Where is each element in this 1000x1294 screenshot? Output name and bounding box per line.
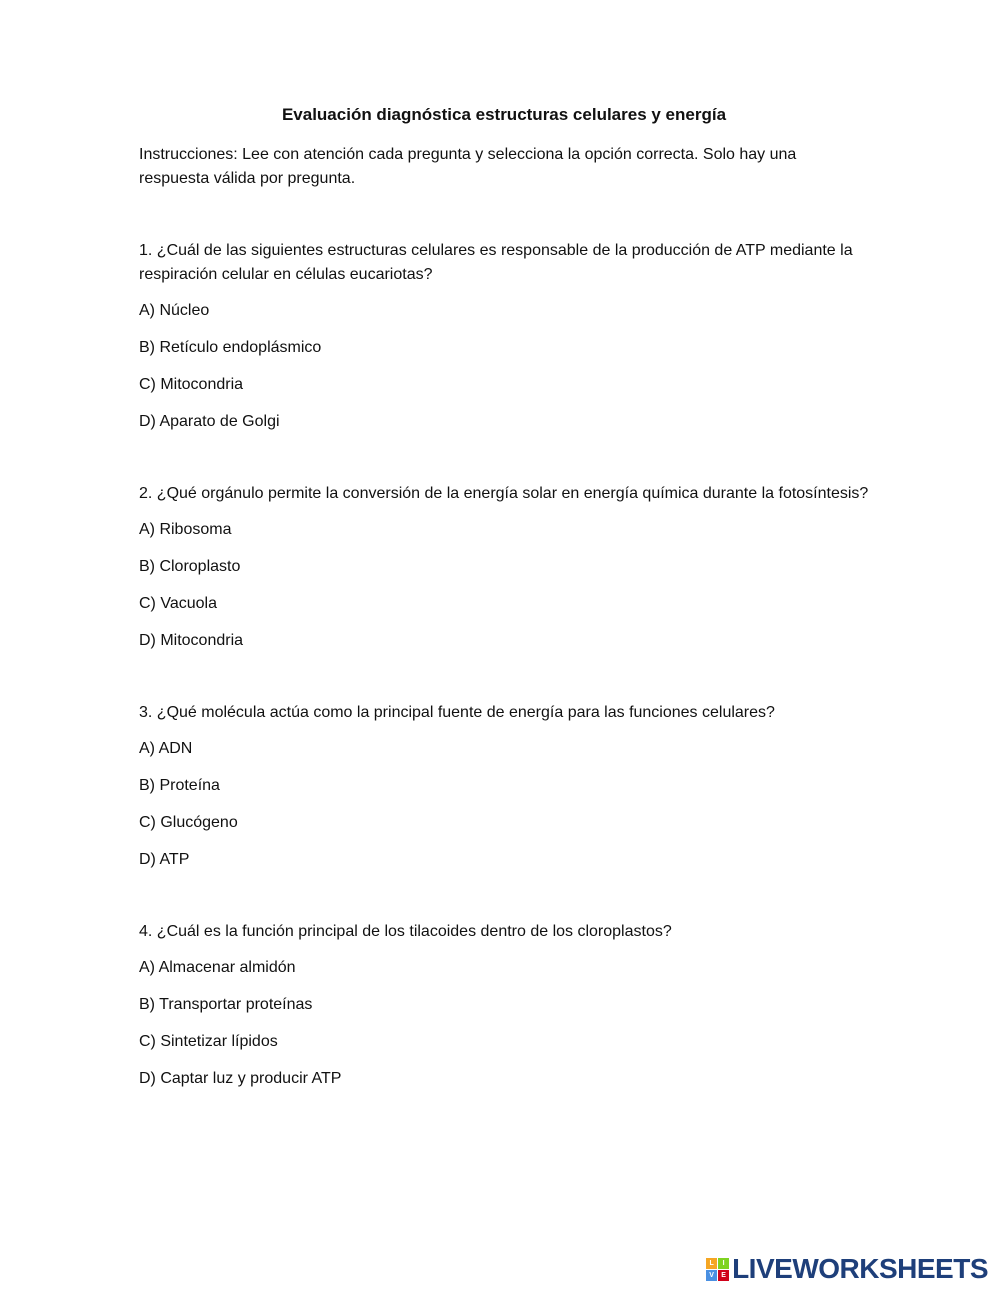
option-c[interactable]: C) Mitocondria	[139, 376, 244, 393]
question-4	[139, 920, 869, 1091]
option-c[interactable]: C) Sintetizar lípidos	[139, 1033, 278, 1050]
option-d[interactable]: D) Aparato de Golgi	[139, 413, 280, 430]
option-d[interactable]: D) Captar luz y producir ATP	[139, 1070, 342, 1087]
instructions-text: Instrucciones: Lee con atención cada pregunta y selecciona la opción correcta. Solo hay una respuesta válida por pregunta.	[139, 146, 797, 187]
liveworksheets-logo	[706, 1253, 988, 1285]
question-text: 4. ¿Cuál es la función principal de los tilacoides dentro de los cloroplastos?	[139, 923, 672, 940]
option-c[interactable]: C) Glucógeno	[139, 814, 238, 831]
option-b[interactable]: B) Cloroplasto	[139, 558, 241, 575]
option-b[interactable]: B) Retículo endoplásmico	[139, 339, 322, 356]
question-text: 2. ¿Qué orgánulo permite la conversión de la energía solar en energía química durante la fotosíntesis?	[139, 485, 869, 502]
page-title: Evaluación diagnóstica estructuras celulares y energía	[281, 105, 727, 124]
logo-text: LIVEWORKSHEETS	[732, 1253, 988, 1284]
logo-mark-cell: E	[718, 1270, 729, 1281]
option-c[interactable]: C) Vacuola	[139, 595, 217, 612]
option-d[interactable]: D) ATP	[139, 851, 190, 868]
option-b[interactable]: B) Transportar proteínas	[139, 996, 313, 1013]
logo-mark-cell: V	[706, 1270, 717, 1281]
option-a[interactable]: A) Núcleo	[139, 302, 210, 319]
option-a[interactable]: A) Ribosoma	[139, 521, 232, 538]
option-a[interactable]: A) ADN	[139, 740, 193, 757]
logo-mark-icon	[706, 1258, 729, 1281]
question-2	[139, 482, 869, 653]
worksheet-page	[139, 103, 869, 1139]
option-a[interactable]: A) Almacenar almidón	[139, 959, 296, 976]
question-text: 1. ¿Cuál de las siguientes estructuras celulares es responsable de la producción de ATP mediante la respiración celular en células eucariotas?	[139, 242, 853, 283]
logo-mark-cell: L	[706, 1258, 717, 1269]
option-b[interactable]: B) Proteína	[139, 777, 220, 794]
option-d[interactable]: D) Mitocondria	[139, 632, 244, 649]
question-3	[139, 701, 869, 872]
question-1	[139, 239, 869, 434]
logo-mark-cell: I	[718, 1258, 729, 1269]
question-text: 3. ¿Qué molécula actúa como la principal fuente de energía para las funciones celulares?	[139, 704, 775, 721]
